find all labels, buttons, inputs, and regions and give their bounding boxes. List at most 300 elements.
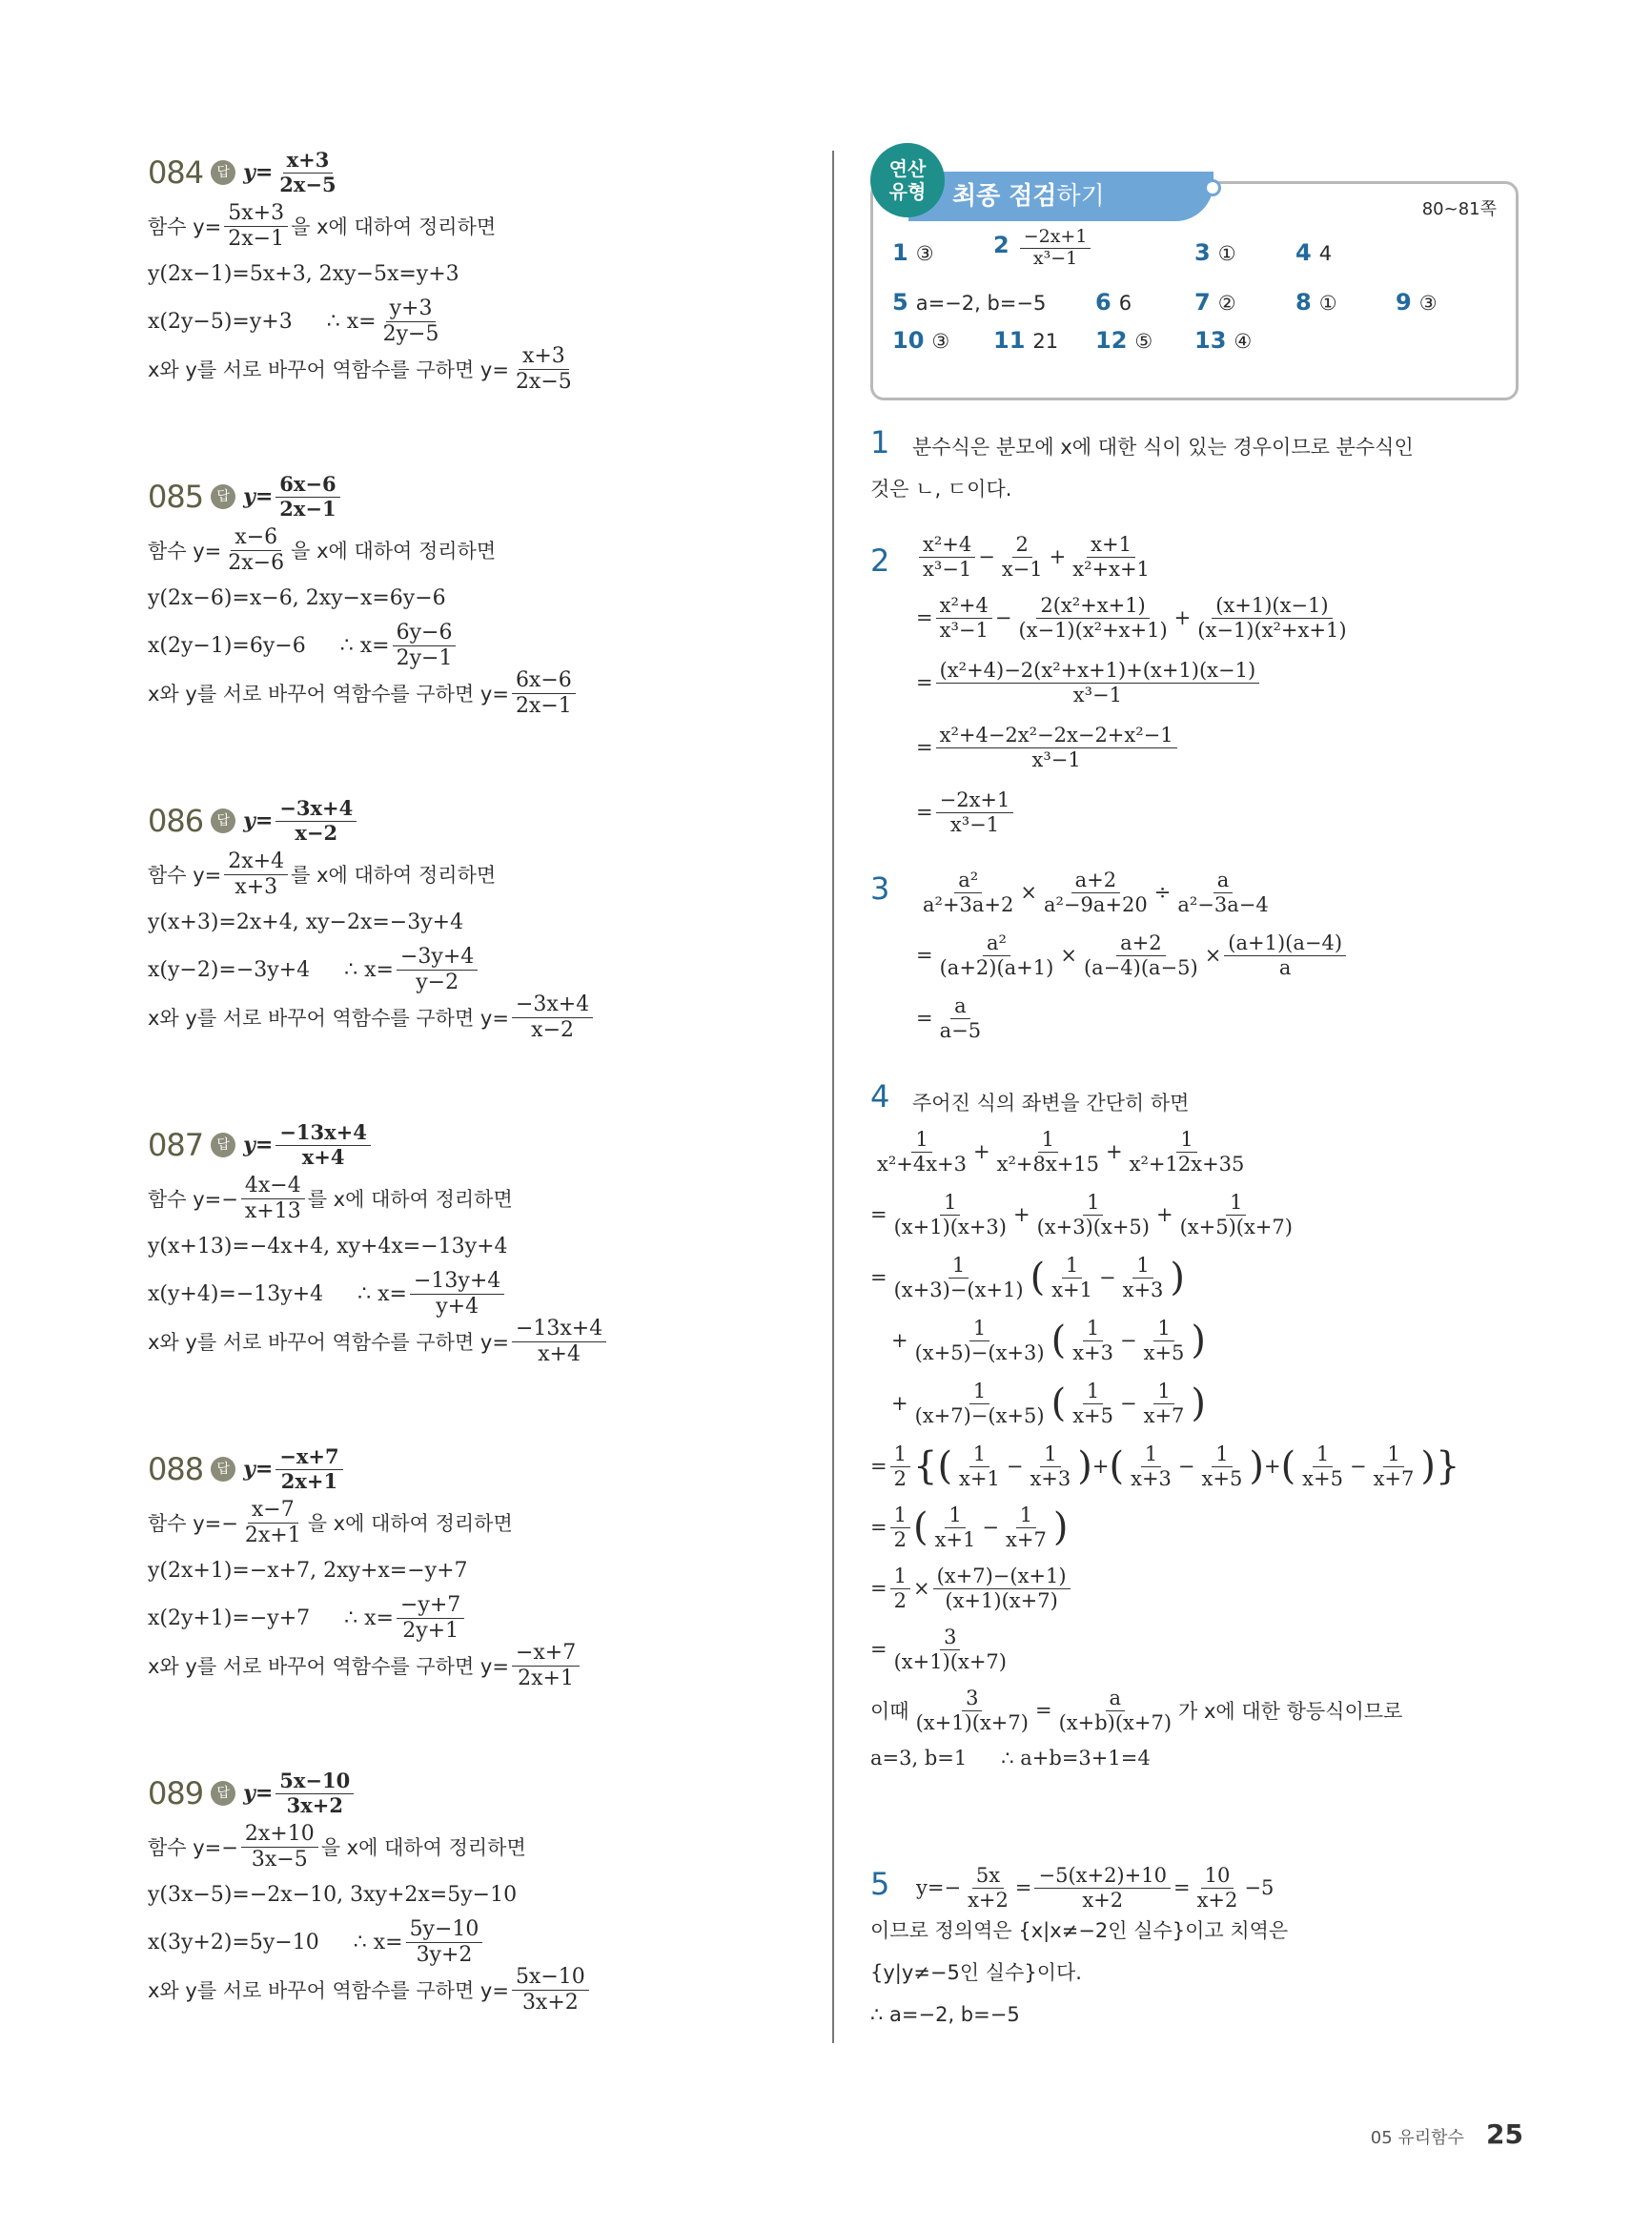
denominator: a²−9a+20 [1043, 892, 1148, 916]
denominator: x³−1 [1072, 683, 1122, 706]
denominator: 2y+1 [402, 1618, 459, 1643]
final-check-banner [870, 143, 1538, 405]
fraction [890, 1565, 910, 1610]
denominator: x+3 [1131, 1466, 1172, 1490]
numerator: 1 [969, 1443, 989, 1466]
answer-y: y= [243, 1781, 274, 1806]
denominator: x+1 [959, 1466, 1000, 1490]
fraction [1040, 869, 1152, 914]
denominator: x+4 [301, 1144, 345, 1169]
numerator: 1 [969, 1318, 989, 1340]
numerator: (x²+4)−2(x²+x+1)+(x+1)(x−1) [936, 660, 1260, 683]
problem-084 [148, 143, 834, 467]
numerator: −13y+4 [410, 1270, 504, 1294]
numerator: 6x−6 [275, 474, 339, 497]
problem-header [148, 1115, 834, 1175]
solution-number: 4 [870, 1078, 890, 1115]
step-line: x와 y를 서로 바꾸어 역함수를 구하면 y= $\frac{x+3}{2x-5}$ [148, 345, 834, 393]
fraction [936, 995, 985, 1040]
problem-088 [148, 1440, 834, 1764]
fraction [224, 850, 288, 897]
step-line: x와 y를 서로 바꾸어 역함수를 구하면 y= $\frac{-3x+4}{x-2}$ [148, 993, 834, 1041]
fraction [1069, 534, 1153, 579]
fraction [919, 534, 975, 579]
answer-item [1194, 289, 1236, 316]
problem-header [148, 467, 834, 526]
denominator: x+2 [1082, 1888, 1124, 1912]
denominator: (x+7)−(x+5) [914, 1403, 1045, 1427]
problem-header [148, 143, 834, 202]
numerator: 1 [911, 1129, 931, 1152]
step-line: y(x+13)=−4x+4, xy+4x=−13y+4 [148, 1234, 508, 1258]
problem-number: 085 [148, 479, 204, 515]
denominator: x+1 [934, 1527, 976, 1551]
numerator: a+2 [1071, 869, 1120, 892]
numerator: −5(x+2)+10 [1034, 1865, 1170, 1888]
step-line: x(3y+2)=5y−10 ∴ x= $\frac{5y-10}{3y+2}$ [148, 1918, 834, 1966]
numerator: 3 [940, 1626, 960, 1649]
fraction [911, 1318, 1049, 1362]
problem-085 [148, 467, 834, 791]
numerator: 1 [1132, 1255, 1152, 1278]
problem-header [148, 1764, 834, 1823]
answer-item [993, 228, 1093, 269]
badge-bottom-text: 유형 [888, 180, 927, 203]
denominator: x+5 [1302, 1466, 1343, 1490]
numerator: x+3 [283, 150, 334, 173]
fraction [410, 1270, 504, 1317]
fraction [964, 1865, 1012, 1910]
fraction [393, 622, 457, 668]
fraction [1298, 1443, 1347, 1488]
step-line: x(2y+1)=−y+7 ∴ x= $\frac{-y+7}{2y+1}$ [148, 1594, 834, 1642]
denominator: (x+5)−(x+3) [914, 1340, 1045, 1364]
answer-value: ② [1217, 292, 1236, 315]
denominator: (x+1)(x+3) [893, 1215, 1007, 1238]
numerator: 1 [1141, 1443, 1161, 1466]
fraction [1126, 1129, 1249, 1174]
answer-number: 6 [1095, 289, 1112, 316]
numerator: 1 [1153, 1381, 1173, 1403]
answer-number: 13 [1194, 327, 1227, 354]
denominator: x+5 [1143, 1340, 1185, 1364]
numerator: 2x+4 [224, 850, 288, 874]
fraction [1193, 1865, 1242, 1910]
fraction [936, 660, 1260, 705]
page-footer [1371, 2118, 1523, 2150]
solution-number: 5 [870, 1866, 890, 1902]
answer-number: 7 [1194, 289, 1211, 316]
step-line: x와 y를 서로 바꾸어 역함수를 구하면 y= $\frac{-x+7}{2x+1}$ [148, 1642, 834, 1689]
banner-title-light: 하기 [1056, 182, 1105, 211]
fraction [890, 1443, 910, 1488]
answer-number: 3 [1194, 239, 1211, 266]
step-line: x(2y−1)=6y−6 ∴ x= $\frac{6y-6}{2y-1}$ [148, 622, 834, 669]
answer-value: ④ [1234, 330, 1253, 353]
denominator: x²+8x+15 [996, 1152, 1100, 1176]
fraction [1069, 1318, 1117, 1362]
fraction [241, 1499, 305, 1545]
denominator: 2x−1 [228, 226, 285, 251]
fraction [1119, 1255, 1168, 1299]
solution-3: 3 $\frac{\text{a²}}{\text{a²+3a+2}}$ × $\frac{a+2}{\text{a²−9a+20}}$ ÷ $\frac{a}{\text{a²−3a−4}}$ = $\frac{\text{a²}}{(a+2)(a+1)}$ × $\frac{a+2}{(a-4)(a-5)}$ × $\frac{(a+1)(a-4)}{a}$ = $\frac{a}{a-5}$ [870, 870, 1538, 1061]
denominator: a²+3a+2 [923, 892, 1014, 916]
answer-value: ① [1318, 292, 1337, 315]
tab-dot-icon [1204, 179, 1221, 196]
answer-value: ③ [1418, 292, 1438, 315]
denominator: (x+b)(x+7) [1058, 1710, 1173, 1734]
fraction [397, 1594, 464, 1641]
numerator: x+1 [1087, 534, 1135, 557]
answer-item [1194, 327, 1252, 354]
answer-item [892, 239, 934, 266]
denominator: x²+12x+35 [1129, 1152, 1245, 1176]
solution-text: 것은 ㄴ, ㄷ이다. [870, 478, 1012, 501]
fraction [1173, 869, 1272, 914]
denominator: 2y−1 [396, 645, 453, 670]
step-line: x(y+4)=−13y+4 ∴ x= $\frac{-13y+4}{y+4}$ [148, 1270, 834, 1318]
answer-number: 9 [1396, 289, 1412, 316]
denominator: 2x+1 [280, 1468, 338, 1493]
numerator: 1 [890, 1443, 910, 1466]
numerator: 5x−10 [275, 1770, 354, 1793]
numerator: a² [983, 932, 1010, 955]
solution-text: 이므로 정의역은 {x|x≠−2인 실수}이고 치역은 [870, 1919, 1289, 1942]
step-line: y(2x−6)=x−6, 2xy−x=6y−6 [148, 585, 446, 610]
fraction [1020, 228, 1091, 269]
denominator: 2x−6 [228, 550, 285, 575]
numerator: 4x−4 [241, 1175, 305, 1198]
step-line: x(2y−5)=y+3 ∴ x= $\frac{y+3}{2y-5}$ [148, 297, 834, 345]
fraction [1140, 1381, 1189, 1425]
numerator: 1 [1038, 1129, 1058, 1152]
answer-number: 2 [993, 232, 1010, 259]
denominator: x+3 [235, 874, 278, 899]
step-line: 함수 y=− $\frac{x-7}{2x+1}$ 을 x에 대하여 정리하면 [148, 1498, 513, 1547]
fraction [1069, 1381, 1117, 1425]
answer-value: a=−2, b=−5 [915, 292, 1047, 315]
step-line: 함수 y= $\frac{x-6}{2x-6}$ 을 x에 대하여 정리하면 [148, 525, 497, 575]
solution-text: 주어진 식의 좌변을 간단히 하면 [912, 1092, 1190, 1115]
fraction [241, 1175, 305, 1221]
chapter-label: 05 유리함수 [1370, 2128, 1464, 2148]
denominator: x³−1 [949, 812, 1000, 836]
fraction [275, 1122, 371, 1167]
fraction [512, 993, 593, 1040]
numerator: −2x+1 [936, 789, 1014, 812]
denominator: 2x+1 [244, 1523, 301, 1547]
answer-badge-icon: 답 [211, 1781, 235, 1806]
numerator: 2 [1012, 534, 1032, 557]
answer-number: 4 [1295, 239, 1312, 266]
numerator: −x+7 [275, 1446, 342, 1469]
numerator: (x+1)(x−1) [1212, 595, 1332, 618]
page-number: 25 [1486, 2118, 1523, 2150]
step-line: y(2x+1)=−x+7, 2xy+x=−y+7 [148, 1558, 468, 1583]
numerator: 1 [1040, 1443, 1060, 1466]
denominator: (x+1)(x+7) [945, 1588, 1058, 1612]
denominator: x+13 [244, 1198, 301, 1223]
answer-item [1194, 239, 1236, 266]
numerator: a [1106, 1688, 1126, 1710]
step-line: y(x+3)=2x+4, xy−2x=−3y+4 [148, 910, 464, 934]
badge-top-text: 연산 [888, 157, 927, 180]
fraction [406, 1918, 483, 1965]
solution-number: 1 [870, 424, 890, 460]
numerator: 5x [972, 1865, 1004, 1888]
left-column [148, 143, 834, 2088]
numerator: 5x+3 [224, 202, 288, 226]
denominator: (x+3)−(x+1) [893, 1278, 1024, 1301]
denominator: 2x−1 [279, 496, 337, 521]
answer-value: 21 [1032, 330, 1059, 353]
problem-number: 088 [148, 1451, 204, 1487]
numerator: 1 [1313, 1443, 1333, 1466]
fraction [890, 1255, 1028, 1299]
fraction [933, 1565, 1071, 1610]
fraction [379, 297, 443, 344]
problem-number: 089 [148, 1775, 204, 1811]
numerator: 1 [1083, 1381, 1103, 1403]
step-line: x와 y를 서로 바꾸어 역함수를 구하면 y= $\frac{5x-10}{3x+2}$ [148, 1966, 834, 2014]
denominator: (a−4)(a−5) [1083, 955, 1198, 979]
answer-value: 4 [1318, 242, 1333, 265]
denominator: x+2 [968, 1888, 1009, 1912]
denominator: (x+3)(x+5) [1036, 1215, 1150, 1238]
denominator: x³−1 [1032, 247, 1078, 269]
fraction [1002, 1504, 1050, 1549]
numerator: x²+4 [919, 534, 975, 557]
answer-number: 10 [892, 327, 925, 354]
problem-header [148, 791, 834, 850]
fraction [512, 1966, 589, 2013]
denominator: x³−1 [939, 618, 989, 642]
numerator: 1 [890, 1565, 910, 1588]
problem-number: 086 [148, 803, 204, 839]
fraction [936, 932, 1058, 977]
step-line: x와 y를 서로 바꾸어 역함수를 구하면 y= $\frac{-13x+4}{x+4}$ [148, 1318, 834, 1365]
fraction [1193, 595, 1350, 640]
denominator: y+4 [436, 1294, 479, 1319]
step-line: 함수 y= $\frac{5x+3}{2x-1}$ 을 x에 대하여 정리하면 [148, 201, 497, 251]
answer-item [1295, 239, 1332, 266]
denominator: 2x−5 [515, 369, 572, 394]
denominator: a−5 [939, 1018, 982, 1042]
fraction [873, 1129, 970, 1174]
fraction [919, 869, 1017, 914]
answer-y: y= [243, 1457, 274, 1482]
denominator: 2x−1 [515, 693, 572, 718]
fraction [1080, 932, 1202, 977]
numerator: x−7 [248, 1499, 298, 1523]
answer-number: 12 [1095, 327, 1128, 354]
denominator: x+7 [1006, 1527, 1047, 1551]
fraction [1127, 1443, 1175, 1488]
answer-value: ③ [915, 242, 934, 265]
numerator: −y+7 [397, 1594, 464, 1618]
denominator: y−2 [416, 970, 459, 994]
fraction [1055, 1688, 1175, 1732]
denominator: x+7 [1143, 1403, 1185, 1427]
numerator: 6y−6 [393, 622, 457, 645]
answer-value: ⑤ [1134, 330, 1153, 353]
fraction [1048, 1255, 1096, 1299]
numerator: 1 [1212, 1443, 1232, 1466]
fraction [512, 1318, 606, 1364]
answer-badge-icon: 답 [211, 1457, 235, 1482]
answer-badge-icon: 답 [211, 808, 235, 833]
numerator: x²+4−2x²−2x−2+x²−1 [936, 725, 1177, 747]
denominator: (a+2)(a+1) [939, 955, 1054, 979]
step-line: 함수 y=− $\frac{4x-4}{x+13}$ 를 x에 대하여 정리하면 [148, 1174, 513, 1223]
fraction [1034, 1865, 1170, 1910]
answer-item [892, 289, 1046, 316]
numerator: 1 [1016, 1504, 1036, 1527]
denominator: x³−1 [923, 557, 972, 581]
answer-y: y= [243, 484, 274, 509]
fraction [275, 798, 357, 843]
fraction [512, 1642, 580, 1688]
step-line: x와 y를 서로 바꾸어 역함수를 구하면 y= $\frac{6x-6}{2x-1}$ [148, 669, 834, 717]
numerator: a² [954, 869, 982, 892]
numerator: 1 [1153, 1318, 1173, 1340]
step-line: y(2x−1)=5x+3, 2xy−5x=y+3 [148, 261, 459, 286]
answer-value: 6 [1118, 292, 1132, 315]
solution-4: 4 주어진 식의 좌변을 간단히 하면 $\frac{1}{\text{x²+4x+3}}$ + $\frac{1}{\text{x²+8x+15}}$ + $\frac{1}{\text{x²+12x+35}}$ = $\frac{1}{(x+1)(x+3)}$ + $\frac{1}{(x+3)(x+5)}$ + $\frac{1}{(x+5)(x+7)}$ = $\frac{1}{(x+3)-(x+1)}$ ( $\frac{1}{x+1}$ − $\frac{1}{x+3}$ ) + $\frac{1}{(x+5)-(x+3)}$ ( $\frac{1}{x+3}$ − $\frac{1}{x+5}$ ) + $\frac{1}{(x+7)-(x+5)}$ ( $\frac{1}{x+5}$ − $\frac{1}{x+7}$ ) = $\frac{1}{2}$ { ( $\frac{1}{x+1}$ − $\frac{1}{x+3}$ ) + ( $\frac{1}{x+3}$ − $\frac{1}{x+5}$ ) + ( $\frac{1}{x+5}$ − $\frac{1}{x+7}$ ) } = $\frac{1}{2}$ ( $\frac{1}{x+1}$ − $\frac{1}{x+7}$ ) = $\frac{1}{2}$ × $\frac{(x+7)-(x+1)}{(x+1)(x+7)}$ = $\frac{3}{(x+1)(x+7)}$ 이때 $\frac{3}{(x+1)(x+7)}$ = $\frac{a}{(x+b)(x+7)}$ 가 x에 대한 항등식이므로 a=3, b=1 ∴ a+b=3+1=4 [870, 1082, 1538, 1845]
fraction [1033, 1192, 1153, 1237]
type-badge [870, 143, 945, 217]
denominator: 3y+2 [416, 1942, 473, 1967]
fraction [931, 1504, 980, 1549]
answer-y: y= [243, 160, 274, 185]
fraction [1140, 1318, 1189, 1362]
denominator: 2 [893, 1466, 907, 1490]
fraction [397, 946, 478, 992]
step-line: 함수 y=− $\frac{2x+10}{3x-5}$ 을 x에 대하여 정리하면 [148, 1822, 526, 1872]
problem-086 [148, 791, 834, 1115]
fraction [936, 595, 992, 640]
fraction [512, 669, 576, 716]
fraction [936, 789, 1014, 834]
denominator: 2y−5 [382, 321, 439, 346]
numerator: 1 [1083, 1318, 1103, 1340]
numerator: −13x+4 [512, 1318, 606, 1341]
fraction [1224, 932, 1346, 977]
answer-number: 11 [993, 327, 1026, 354]
denominator: 2 [893, 1527, 907, 1551]
fraction [1026, 1443, 1074, 1488]
denominator: x+3 [1122, 1278, 1164, 1301]
denominator: 2x−5 [279, 172, 337, 196]
answer-badge-icon: 답 [211, 484, 235, 509]
fraction [275, 1770, 354, 1815]
denominator: (x+5)(x+7) [1179, 1215, 1293, 1238]
fraction [1198, 1443, 1247, 1488]
numerator: a [1214, 869, 1234, 892]
right-column [870, 143, 1538, 2037]
denominator: 3x−5 [251, 1847, 308, 1872]
denominator: (x−1)(x²+x+1) [1018, 618, 1168, 642]
numerator: 1 [969, 1381, 989, 1403]
numerator: 2(x²+x+1) [1036, 595, 1149, 618]
fraction [911, 1381, 1049, 1425]
numerator: 2x+10 [241, 1823, 318, 1847]
step-line: x(y−2)=−3y+4 ∴ x= $\frac{-3y+4}{y-2}$ [148, 946, 834, 993]
numerator: −x+7 [512, 1642, 580, 1666]
denominator: x+5 [1201, 1466, 1243, 1490]
fraction [275, 150, 339, 194]
solution-1 [870, 426, 1538, 514]
fraction [224, 202, 288, 249]
denominator: (x−1)(x²+x+1) [1197, 618, 1347, 642]
numerator: −3x+4 [275, 798, 357, 821]
solution-number: 2 [870, 542, 890, 579]
solution-number: 3 [870, 870, 890, 907]
numerator: a+2 [1116, 932, 1165, 955]
solution-5: 5 y=− $\frac{5x}{x+2}$ = $\frac{-5(x+2)+10}{x+2}$ = $\frac{10}{x+2}$ −5 이므로 정의역은 {x|x≠−2인 실수}이고 치역은 {y|y≠−5인 실수}이다. ∴ a=−2, b=−5 [870, 1866, 1538, 2037]
denominator: x³−1 [1031, 747, 1081, 771]
numerator: 5y−10 [406, 1918, 483, 1942]
fraction [1176, 1192, 1296, 1237]
fraction [1014, 595, 1171, 640]
fraction [890, 1192, 1010, 1237]
numerator: −13x+4 [275, 1122, 371, 1145]
answer-badge-icon: 답 [211, 160, 235, 185]
denominator: x−2 [295, 820, 338, 845]
fraction [224, 526, 288, 573]
fraction [241, 1823, 318, 1870]
step-line: 함수 y= $\frac{2x+4}{x+3}$ 를 x에 대하여 정리하면 [148, 849, 497, 899]
numerator: x+3 [519, 345, 569, 369]
fraction [1370, 1443, 1418, 1488]
denominator: 3x+2 [286, 1792, 343, 1817]
denominator: x²+4x+3 [877, 1152, 968, 1176]
answer-number: 8 [1295, 289, 1312, 316]
column-divider [832, 151, 834, 2043]
denominator: a [1278, 955, 1292, 979]
step-line: y(3x−5)=−2x−10, 3xy+2x=5y−10 [148, 1882, 518, 1907]
numerator: 6x−6 [512, 669, 576, 693]
fraction [890, 1626, 1010, 1671]
numerator: −2x+1 [1020, 228, 1091, 249]
denominator: x+2 [1196, 1888, 1238, 1912]
numerator: 1 [1062, 1255, 1082, 1278]
page-range: 80~81쪽 [1421, 199, 1497, 219]
denominator: x−2 [531, 1017, 574, 1042]
denominator: x²+x+1 [1072, 557, 1150, 581]
answer-item [1095, 327, 1152, 354]
solution-text: {y|y≠−5인 실수}이다. [870, 1961, 1082, 1984]
numerator: 1 [890, 1504, 910, 1527]
denominator: x+7 [1373, 1466, 1415, 1490]
solution-text: 분수식은 분모에 x에 대한 식이 있는 경우이므로 분수식인 [912, 436, 1414, 459]
numerator: 1 [1383, 1443, 1403, 1466]
denominator: 2x+1 [518, 1666, 574, 1690]
denominator: 2 [893, 1588, 907, 1612]
answer-number: 1 [892, 239, 908, 266]
banner-title [908, 172, 1214, 221]
problem-087 [148, 1115, 834, 1440]
numerator: 5x−10 [512, 1966, 589, 1990]
fraction [998, 534, 1047, 579]
denominator: x+3 [1030, 1466, 1071, 1490]
numerator: −3y+4 [397, 946, 478, 970]
problem-089 [148, 1764, 834, 2088]
answer-badge-icon: 답 [211, 1133, 235, 1157]
problem-header [148, 1440, 834, 1499]
answer-item [1295, 289, 1337, 316]
answer-item [993, 327, 1058, 354]
